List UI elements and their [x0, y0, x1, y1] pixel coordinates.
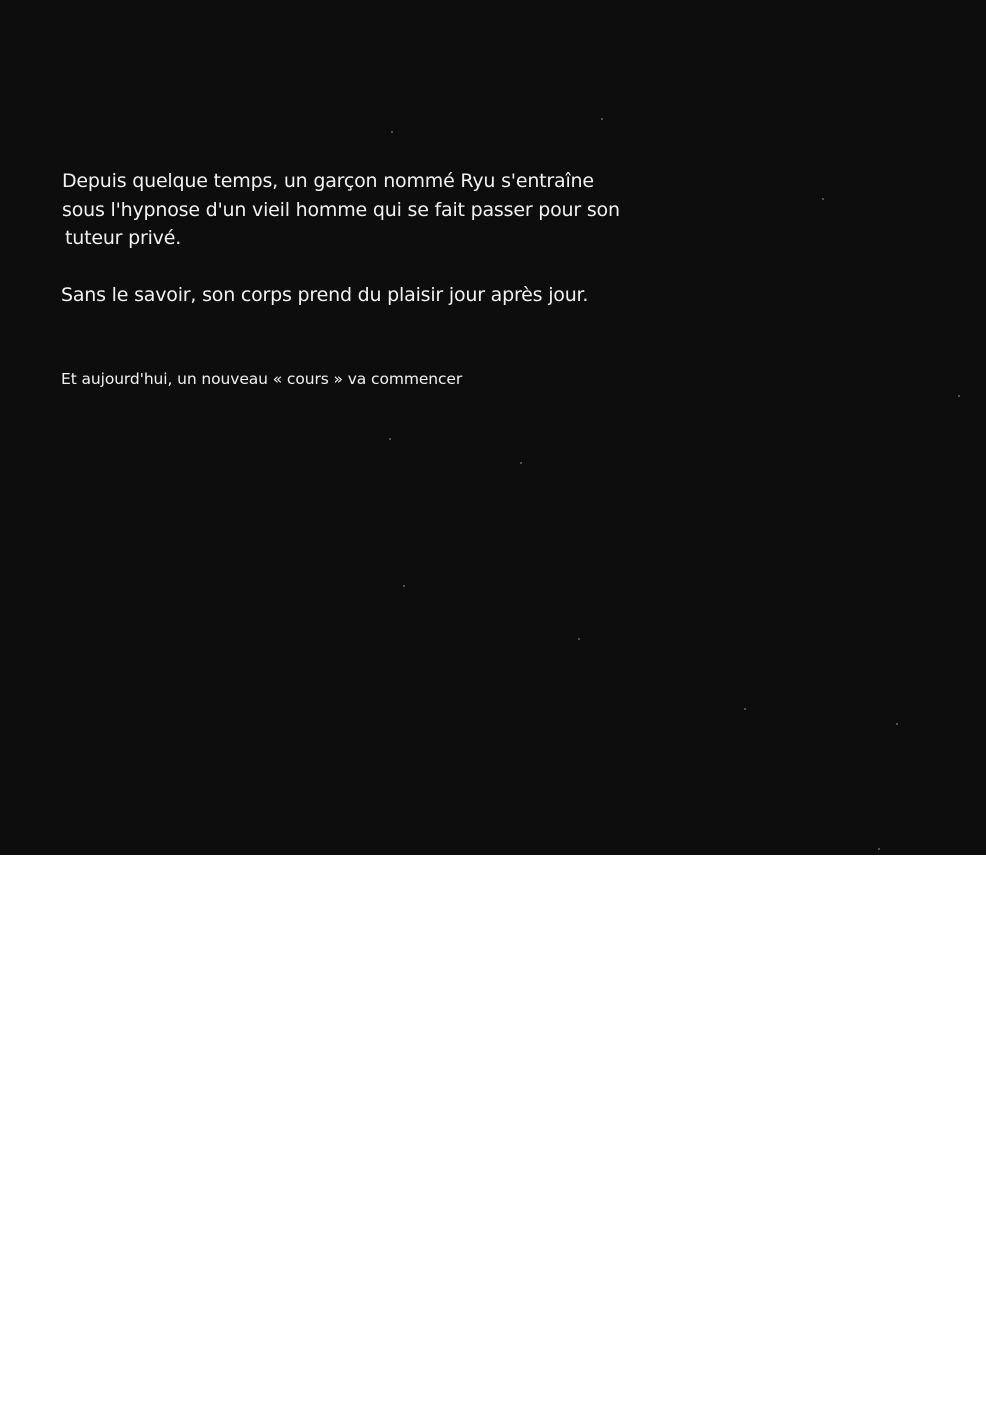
intro-line: tuteur privé.: [65, 227, 182, 249]
scan-speck: [958, 395, 960, 397]
intro-paragraph: [62, 167, 662, 253]
scan-speck: [520, 462, 522, 464]
scan-speck: [878, 848, 880, 850]
scan-speck: [391, 131, 393, 133]
scan-speck: [578, 638, 580, 640]
scan-speck: [896, 723, 898, 725]
second-paragraph: Sans le savoir, son corps prend du plaisir jour après jour.: [61, 284, 589, 306]
scan-speck: [403, 585, 405, 587]
scan-speck: [822, 198, 824, 200]
scan-speck: [389, 438, 391, 440]
intro-line: Depuis quelque temps, un garçon nommé Ryu s'entraîne: [62, 170, 594, 192]
closing-line: Et aujourd'hui, un nouveau « cours » va commencer: [61, 370, 463, 388]
intro-line: sous l'hypnose d'un vieil homme qui se fait passer pour son: [62, 198, 620, 221]
scan-speck: [601, 118, 603, 120]
scan-speck: [744, 708, 746, 710]
